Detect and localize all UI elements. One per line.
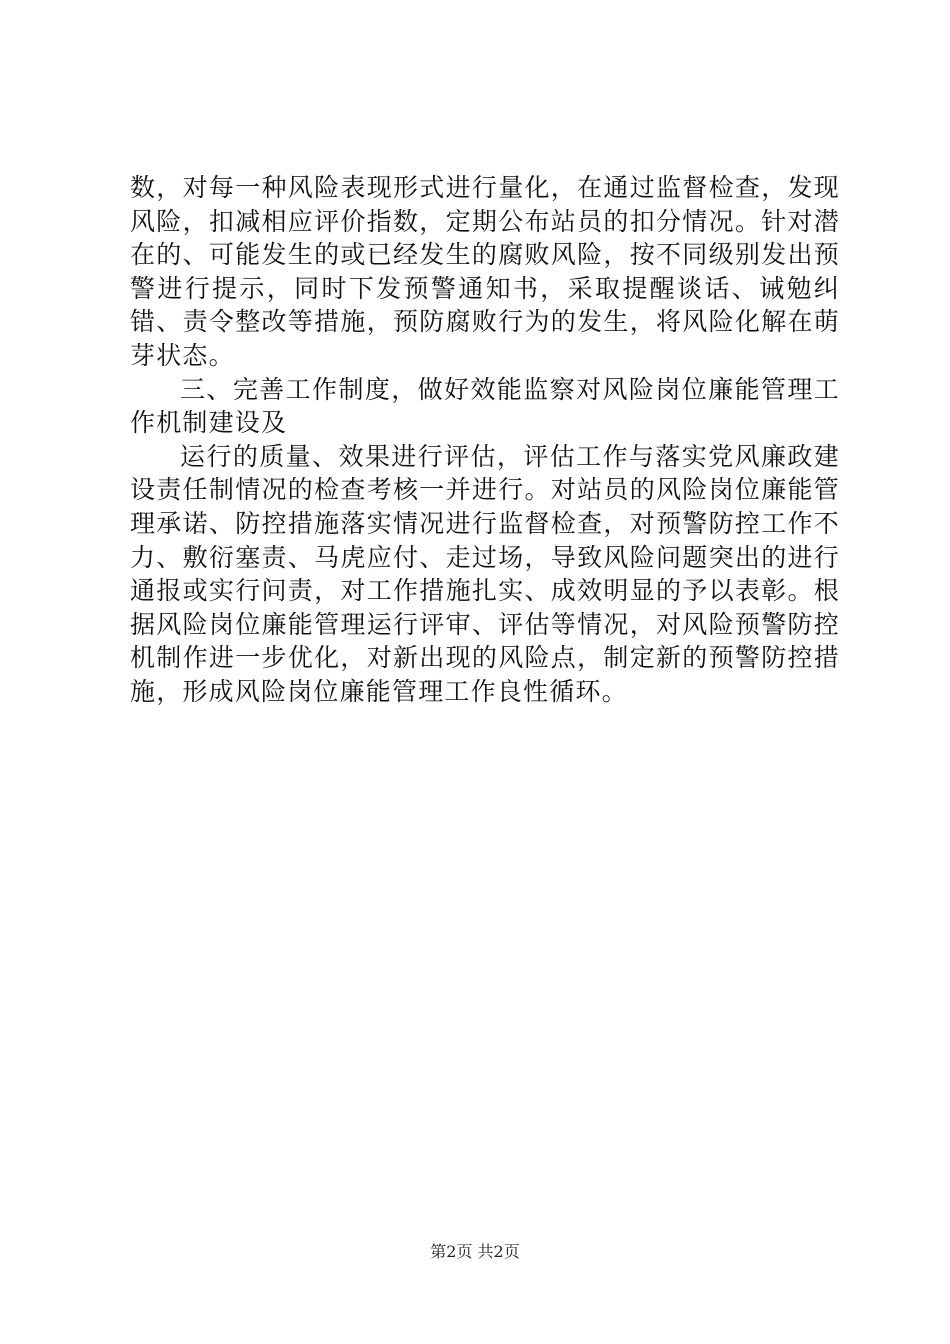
paragraph-continuation: 数，对每一种风险表现形式进行量化，在通过监督检查，发现风险，扣减相应评价指数，定期公布站员的扣分情况。针对潜在的、可能发生的或已经发生的腐败风险，按不同级别发出预警进行提示，同时下发预警通知书，采取提醒谈话、诫勉纠错、责令整改等措施，预防腐败行为的发生，将风险化解在萌芽状态。 bbox=[130, 173, 840, 370]
paragraph-evaluation: 运行的质量、效果进行评估，评估工作与落实党风廉政建设责任制情况的检查考核一并进行。对站员的风险岗位廉能管理承诺、防控措施落实情况进行监督检查，对预警防控工作不力、敷衍塞责、马虎应付、走过场，导致风险问题突出的进行通报或实行问责，对工作措施扎实、成效明显的予以表彰。根据风险岗位廉能管理运行评审、评估等情况，对风险预警防控机制作进一步优化，对新出现的风险点，制定新的预警防控措施，形成风险岗位廉能管理工作良性循环。 bbox=[130, 441, 840, 706]
page-footer: 第2页 共2页 bbox=[430, 1242, 520, 1261]
section-heading-three: 三、完善工作制度，做好效能监察对风险岗位廉能管理工作机制建设及 bbox=[130, 374, 840, 438]
body-text bbox=[130, 171, 840, 709]
